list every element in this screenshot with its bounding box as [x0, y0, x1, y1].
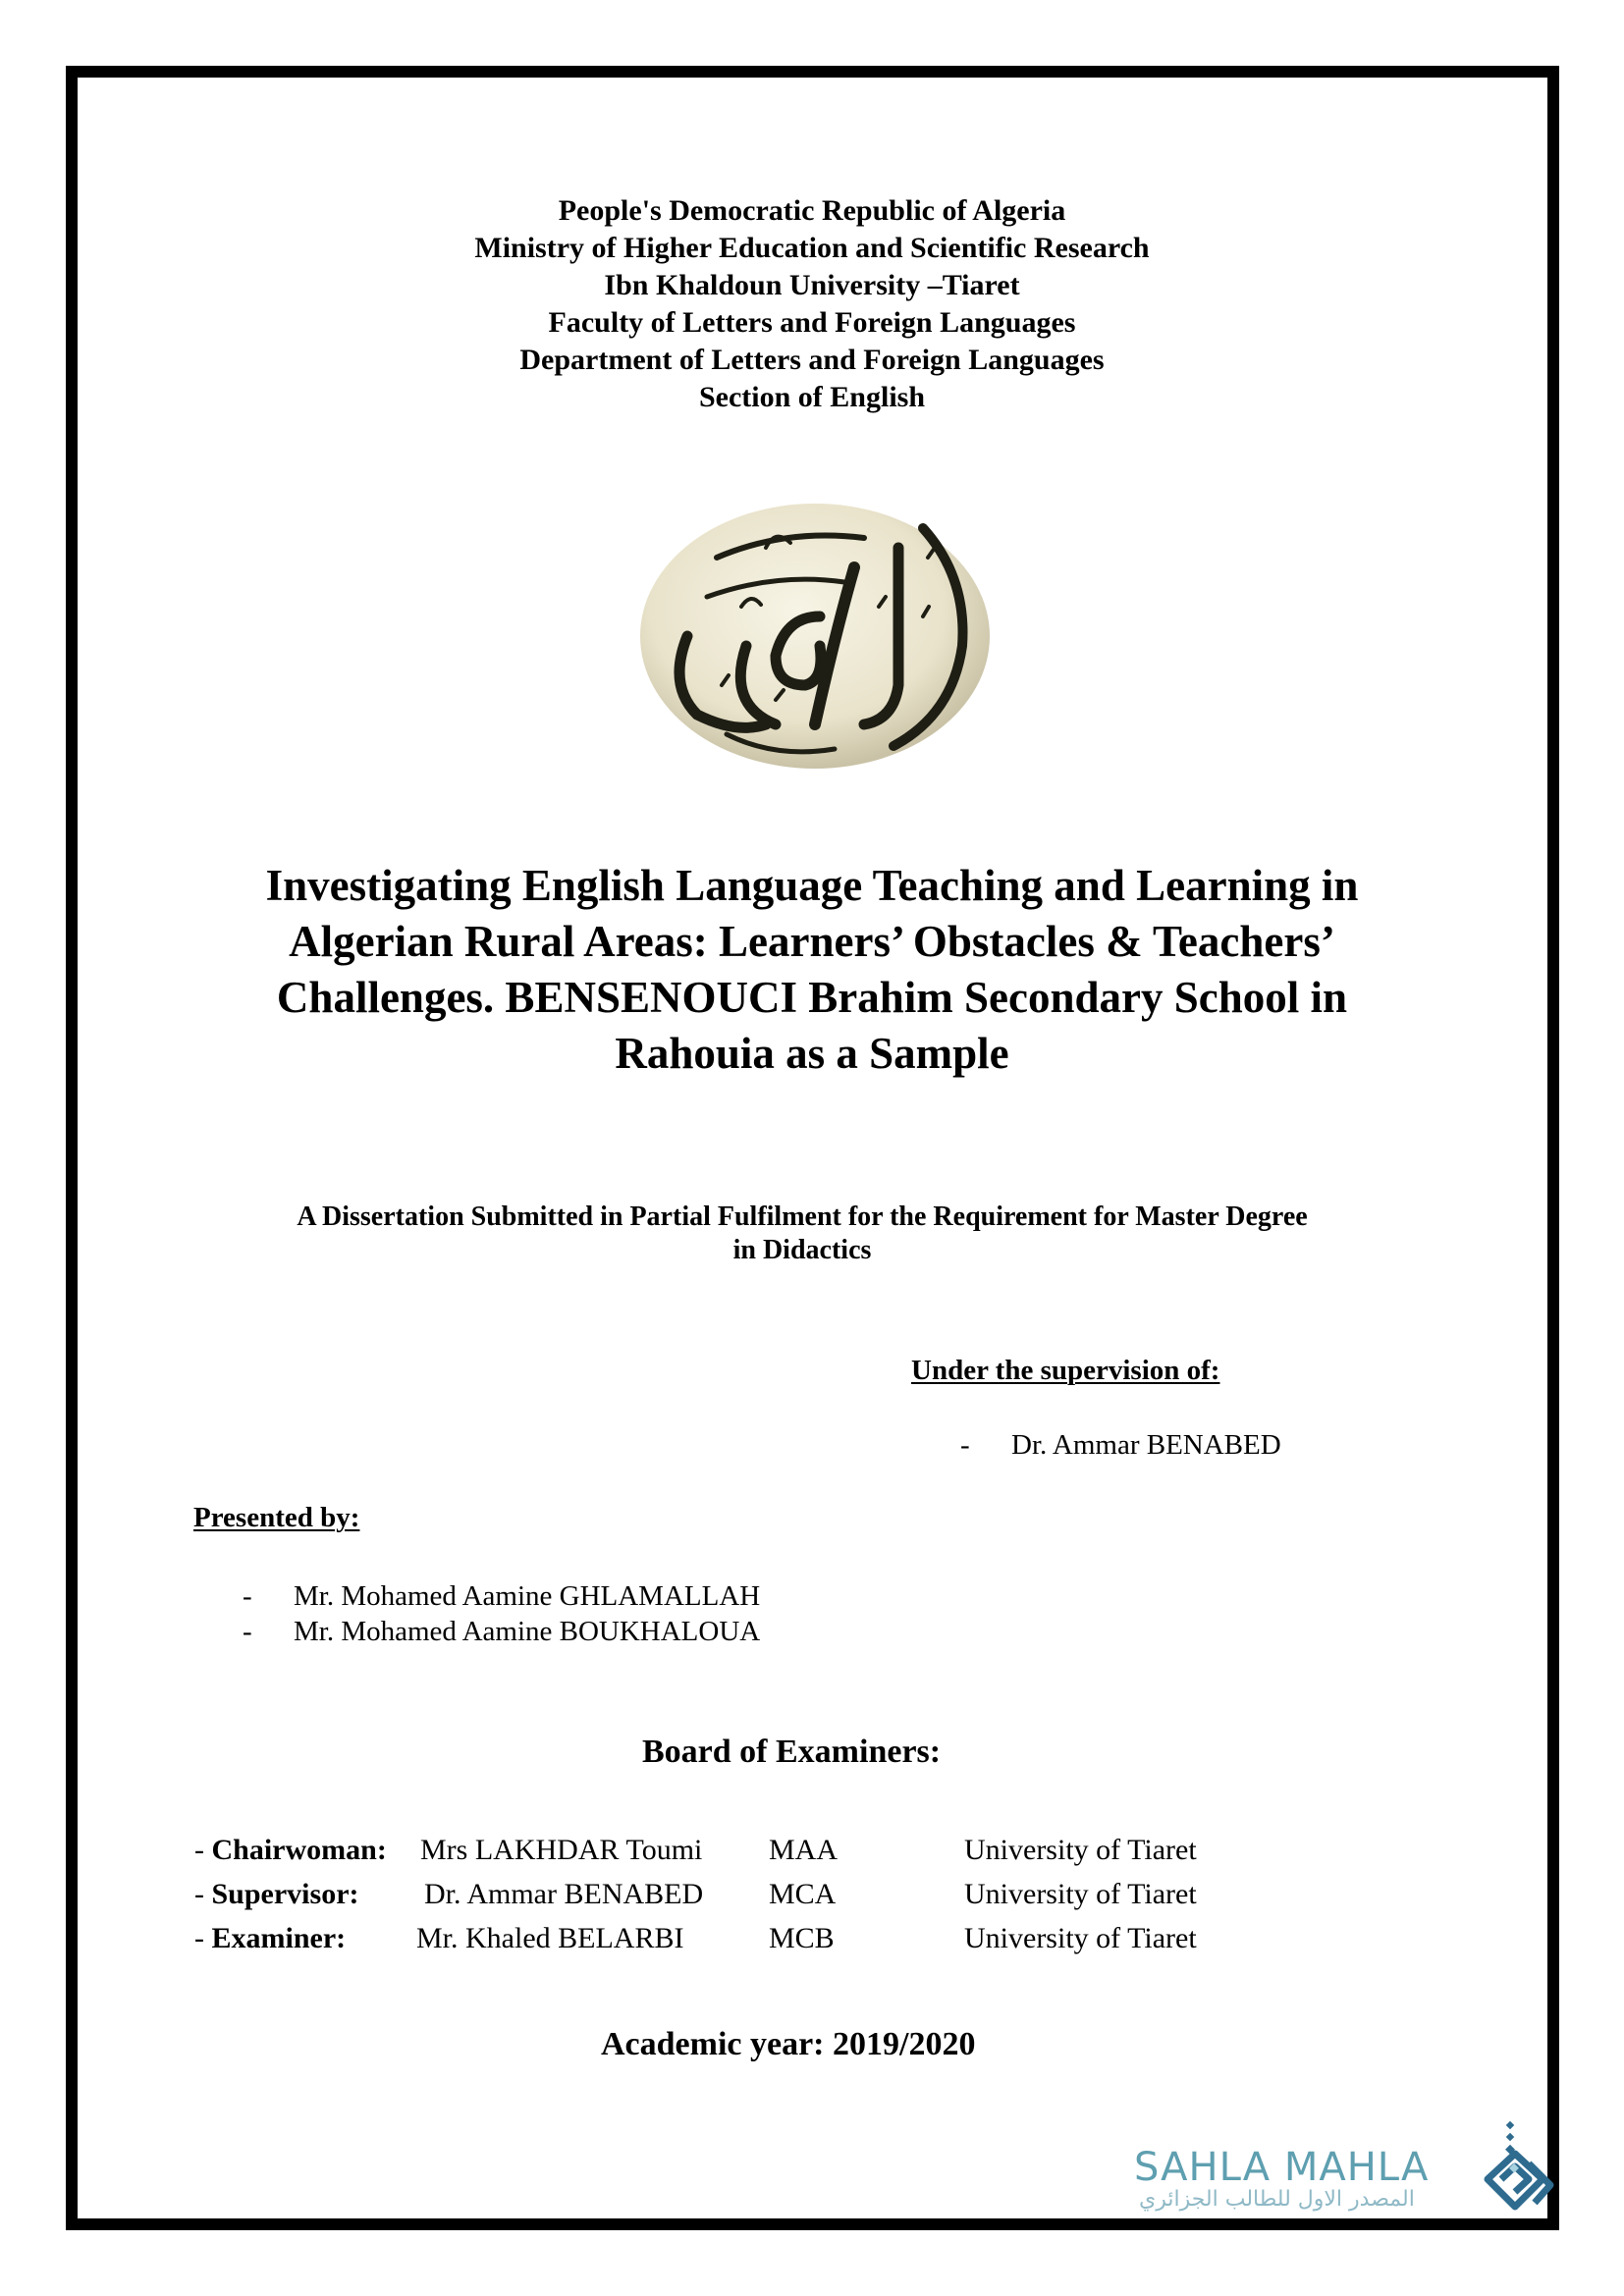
- header-line-department: Department of Letters and Foreign Languages: [519, 344, 1105, 376]
- degree-statement-line-2: in Didactics: [732, 1235, 872, 1265]
- list-dash: -: [960, 1429, 970, 1461]
- title-line-3: Challenges. BENSENOUCI Brahim Secondary School in: [276, 973, 1348, 1022]
- board-role-cell: - Examiner:: [194, 1922, 347, 1954]
- header-line-country: People's Democratic Republic of Algeria: [558, 194, 1066, 227]
- board-institution-cell: University of Tiaret: [964, 1922, 1197, 1954]
- student-list: [243, 1578, 760, 1649]
- supervision-heading: Under the supervision of:: [911, 1355, 1220, 1386]
- sahla-mahla-logo-icon: [1478, 2120, 1556, 2218]
- title-line-2: Algerian Rural Areas: Learners’ Obstacles & Teachers’: [289, 917, 1335, 966]
- student-name: Mr. Mohamed Aamine GHLAMALLAH: [294, 1580, 761, 1612]
- board-name-cell: Mr. Khaled BELARBI: [416, 1922, 684, 1954]
- board-name-cell: Mrs LAKHDAR Toumi: [420, 1834, 703, 1866]
- watermark-tagline: المصدر الاول للطالب الجزائري: [1139, 2187, 1415, 2212]
- list-dash: -: [243, 1580, 252, 1612]
- header-line-section: Section of English: [698, 381, 926, 413]
- board-role-cell: - Chairwoman:: [194, 1834, 387, 1866]
- board-institution-cell: University of Tiaret: [964, 1834, 1197, 1866]
- board-grade-cell: MCB: [769, 1922, 835, 1954]
- board-institution-cell: University of Tiaret: [964, 1878, 1197, 1910]
- supervisor-entry: [960, 1427, 1281, 1463]
- degree-statement: [0, 1201, 1614, 1267]
- list-dash: -: [243, 1616, 252, 1647]
- header-line-university: Ibn Khaldoun University –Tiaret: [604, 269, 1020, 301]
- institution-header: [0, 192, 1624, 416]
- board-name-cell: Dr. Ammar BENABED: [424, 1878, 704, 1910]
- degree-statement-line-1: A Dissertation Submitted in Partial Fulfilment for the Requirement for Master Degree: [297, 1201, 1308, 1232]
- student-entry: [243, 1578, 760, 1614]
- header-line-faculty: Faculty of Letters and Foreign Languages: [548, 306, 1076, 339]
- supervisor-name: Dr. Ammar BENABED: [1011, 1429, 1281, 1461]
- title-line-1: Investigating English Language Teaching and Learning in: [265, 861, 1359, 910]
- student-entry: [243, 1614, 760, 1649]
- presented-by-heading: Presented by:: [193, 1502, 360, 1533]
- university-calligraphy-logo-icon: [628, 489, 997, 783]
- board-grade-cell: MAA: [769, 1834, 839, 1866]
- watermark-brand: SAHLA MAHLA: [1134, 2145, 1430, 2190]
- board-role-cell: - Supervisor:: [194, 1878, 359, 1910]
- title-line-4: Rahouia as a Sample: [615, 1029, 1009, 1078]
- board-grade-cell: MCA: [769, 1878, 837, 1910]
- academic-year: Academic year: 2019/2020: [601, 2026, 976, 2062]
- board-heading: Board of Examiners:: [642, 1734, 942, 1770]
- student-name: Mr. Mohamed Aamine BOUKHALOUA: [294, 1616, 761, 1647]
- dissertation-title: [0, 858, 1624, 1082]
- header-line-ministry: Ministry of Higher Education and Scientific Research: [474, 232, 1150, 264]
